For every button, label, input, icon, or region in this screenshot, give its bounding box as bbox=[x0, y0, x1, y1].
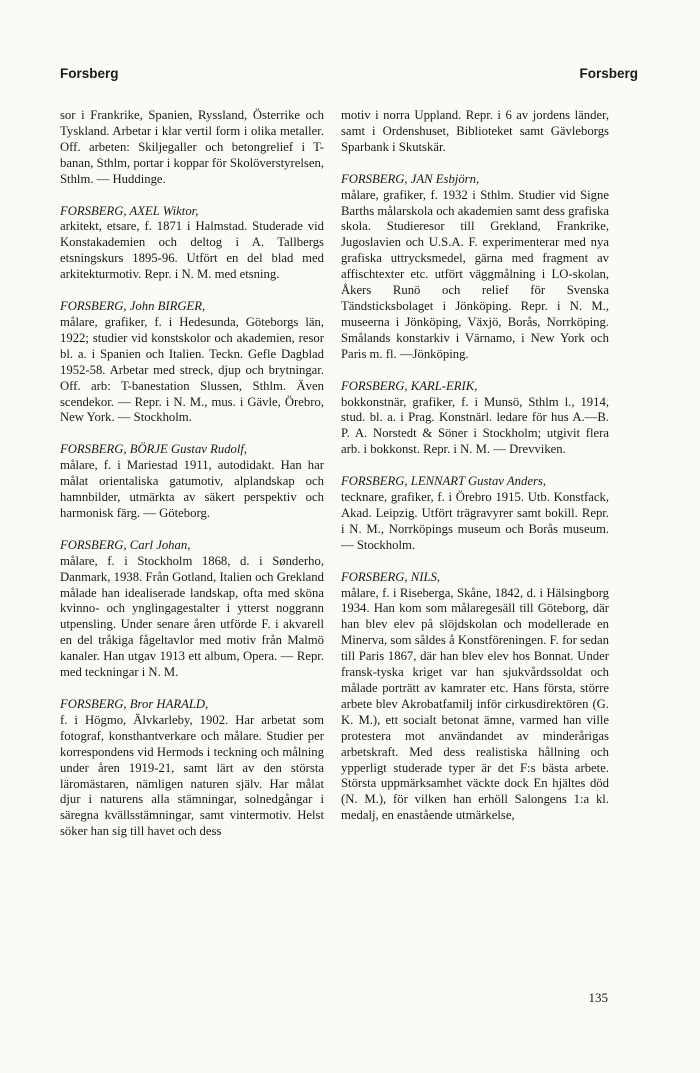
running-head-right: Forsberg bbox=[579, 66, 638, 81]
entry-heading: FORSBERG, Carl Johan, bbox=[60, 537, 191, 552]
running-head-left: Forsberg bbox=[60, 66, 119, 81]
entry-body: målare, grafiker, f. i Hedesunda, Göteborgs län, 1922; studier vid konstskolor och akademien, resor bl. a. i Spanien och Italien. Teckn. Gefle Dagblad 1952-58. Arbetar med streck, djup och brytningar. Off. arb: T-banestation Slussen, Sthlm. Även scendekor. — Repr. i N. M., mus. i Gävle, Örebro, New York. — Stockholm. bbox=[60, 314, 324, 425]
entry-body: bokkonstnär, grafiker, f. i Munsö, Sthlm l., 1914, stud. bl. a. i Prag. Konstnärl. ledare för hus A.—B. P. A. Norstedt & Söner i Stockholm; utgivit flera arb. i bokkonst. Repr. i N. M. — Drevviken. bbox=[341, 394, 609, 457]
page-number: 135 bbox=[588, 990, 608, 1005]
entry bbox=[60, 538, 324, 681]
entry-heading: FORSBERG, John BIRGER, bbox=[60, 299, 206, 314]
entry-body: målare, f. i Riseberga, Skåne, 1842, d. i Hälsingborg 1934. Han kom som målaregesäll till Göteborg, där han blev elev på slöjdskolan och modellerade en Minerva, som såldes å Konstföreningen. F. for sedan till Paris 1867, där han blev elev hos Bonnat. Under fransk-tyska kriget var han sjukvårdssoldat och målade porträtt av kamrater etc. Hans första, större arbete blev Akrobatfamilj inför cirkusdirektören (G. K. M.), ett socialt betonat ämne, varmed han ville protestera mot användandet av minderårigas arbetskraft. Med dess realistiska hållning och ypperligt studerade typer är det F:s bästa arbete. Största uppmärksamhet väckte dock En hjältes död (N. M.), för vilken han erhöll Salongens 1:a kl. medalj, en enastående utmärkelse, bbox=[341, 585, 609, 823]
entry-heading: FORSBERG, Bror HARALD, bbox=[60, 697, 209, 711]
right-column bbox=[341, 108, 609, 840]
entry bbox=[341, 570, 609, 825]
continuation-text: motiv i norra Uppland. Repr. i 6 av jordens länder, samt i Ordenshuset, Biblioteket samt Gävleborgs Sparbank i Skutskär. bbox=[341, 108, 609, 154]
entry bbox=[341, 379, 609, 459]
entry bbox=[60, 204, 324, 284]
continuation-text: sor i Frankrike, Spanien, Ryssland, Österrike och Tyskland. Arbetar i klar vertil form i olika metaller. Off. arbeten: Skiljegaller och betongrelief i T-banan, Sthlm, portar i koppar för Skolöverstyrelsen, Sthlm. — Huddinge. bbox=[60, 108, 324, 186]
entry-heading: FORSBERG, BÖRJE Gustav Rudolf, bbox=[60, 442, 248, 457]
left-column bbox=[60, 108, 324, 856]
entry bbox=[341, 172, 609, 363]
entry-heading: FORSBERG, NILS, bbox=[341, 569, 441, 584]
entry bbox=[60, 442, 324, 522]
entry-body: målare, f. i Stockholm 1868, d. i Sønderho, Danmark, 1938. Från Gotland, Italien och Grekland målade han idealiserade landskap, ofta med sköna kvinno- och ynglingagestalter i ytterst noggrann utpensling. Under senare åren utförde F. i akvarell en del tråkiga fågeltavlor med motiv från Malmö kanaler. Han utgav 1913 ett album, Opera. — Repr. med teckningar i N. M. bbox=[60, 553, 324, 680]
entry-heading: FORSBERG, AXEL Wiktor, bbox=[60, 203, 199, 218]
entry-body: f. i Högmo, Älvkarleby, 1902. Har arbetat som fotograf, konsthantverkare och målare. Studier per korrespondens vid Hermods i teckning och målning under åren 1919-21, samt lärt av den största läromästaren, nämligen naturen själv. Har målat djur i naturens alla stämningar, solnedgångar i säregna kvällsstämningar, samt vintermotiv. Helst söker han sig till havet och dess bbox=[60, 712, 324, 839]
entry-heading: FORSBERG, KARL-ERIK, bbox=[341, 378, 478, 393]
entry-body: arkitekt, etsare, f. 1871 i Halmstad. Studerade vid Konstakademien och deltog i A. Tallbergs etsningskurs 1895-96. Utfört en del blad med arkitekturmotiv. Repr. i N. M. med etsning. bbox=[60, 219, 324, 282]
entry-heading: FORSBERG, LENNART Gustav Anders, bbox=[341, 474, 546, 489]
entry-body: målare, f. i Mariestad 1911, autodidakt. Han har målat orientaliska gatumotiv, alplandskap och hamnbilder, utmärkta av säkert perspektiv och harmonisk färg. — Göteborg. bbox=[60, 458, 324, 520]
running-header bbox=[60, 66, 638, 88]
entry-body: tecknare, grafiker, f. i Örebro 1915. Utb. Konstfack, Akad. Leipzig. Utfört trägravyrer samt bokill. Repr. i N. M., Norrköpings museum och Borås museum. — Stockholm. bbox=[341, 490, 609, 552]
entry bbox=[60, 697, 324, 840]
entry bbox=[60, 299, 324, 426]
entry-heading: FORSBERG, JAN Esbjörn, bbox=[341, 171, 480, 186]
entry bbox=[341, 474, 609, 554]
entry-body: målare, grafiker, f. 1932 i Sthlm. Studier vid Signe Barths målarskola och akademien samt dess grafiska skola. Studieresor till Grekland, Frankrike, Jugoslavien och U.S.A. F. experimenterar med nya grafiska uttrycksmedel, gärna med fragment av affischtexter etc. utfört väggmålning i LO-skolan, Åkers Runö och relief för Svenska Tändsticksbolaget i Jönköping. Repr. i N. M., museerna i Jönköping, Växjö, Borås, Norrköping. Smålands konstarkiv i Värnamo, i New York och Paris m. fl. —Jönköping. bbox=[341, 187, 609, 361]
